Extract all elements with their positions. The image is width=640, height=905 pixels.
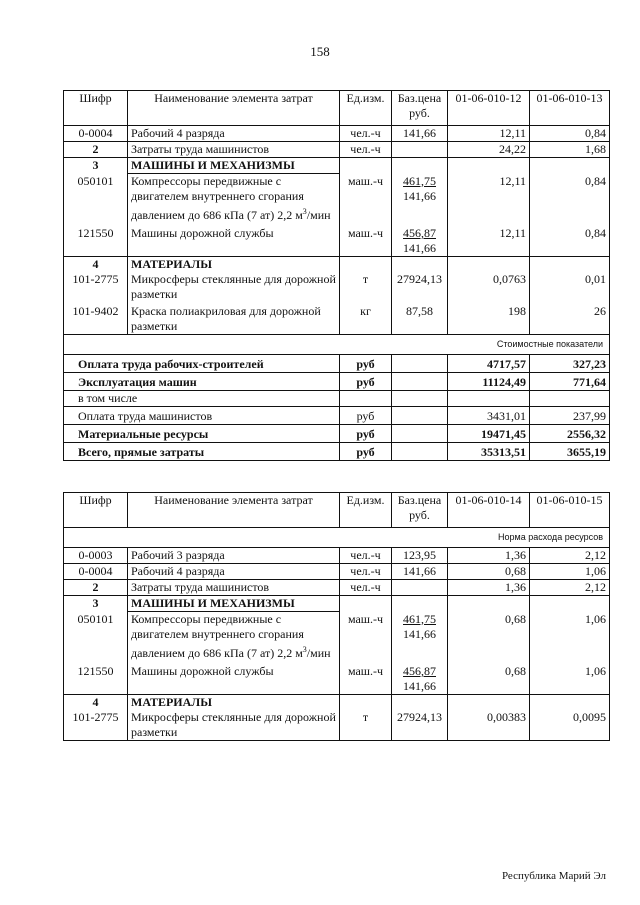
- cell-code: 0-0004: [64, 564, 128, 580]
- cell-name: [128, 612, 340, 662]
- cell-value-2: 1,06: [530, 612, 610, 662]
- header-col2: 01-06-010-13: [530, 91, 610, 126]
- table-row: [64, 302, 610, 335]
- cell-unit: кг: [340, 302, 392, 335]
- cell-name-unit: /мин: [306, 208, 331, 222]
- summary-value-2: 327,23: [530, 355, 610, 373]
- cell-empty: [340, 695, 392, 711]
- cell-name: Затраты труда машинистов: [128, 142, 340, 158]
- section-row: [64, 158, 610, 174]
- cell-unit: маш.-ч: [340, 612, 392, 662]
- summary-row: [64, 443, 610, 461]
- price-line-2: 141,66: [403, 679, 436, 693]
- cell-price: [392, 612, 448, 662]
- cell-value-2: 0,84: [530, 174, 610, 224]
- table-header: [64, 493, 610, 528]
- table-row: [64, 548, 610, 564]
- summary-value-1: 4717,57: [448, 355, 530, 373]
- cell-empty: [340, 596, 392, 612]
- cell-empty: [392, 257, 448, 273]
- cell-empty: [392, 373, 448, 391]
- cell-value-2: 0,84: [530, 223, 610, 257]
- caption-row: [64, 528, 610, 548]
- summary-name: в том числе: [64, 391, 340, 407]
- cell-unit: чел.-ч: [340, 126, 392, 142]
- cell-empty: [392, 443, 448, 461]
- summary-value-2: 237,99: [530, 407, 610, 425]
- cell-unit: чел.-ч: [340, 142, 392, 158]
- price-line-1: 456,87: [403, 664, 436, 678]
- cell-name: Затраты труда машинистов: [128, 580, 340, 596]
- header-code: Шифр: [64, 91, 128, 126]
- cell-unit: чел.-ч: [340, 580, 392, 596]
- price-line-1: 461,75: [403, 611, 436, 626]
- cell-unit: маш.-ч: [340, 223, 392, 257]
- cell-code: 2: [64, 142, 128, 158]
- superscript: 3: [302, 645, 307, 654]
- cell-empty: [340, 257, 392, 273]
- table-row: [64, 142, 610, 158]
- summary-value-2: 3655,19: [530, 443, 610, 461]
- cell-code: 101-9402: [64, 302, 128, 335]
- resource-table-1: [63, 90, 610, 461]
- cell-code: 121550: [64, 661, 128, 695]
- cell-empty: [392, 407, 448, 425]
- cell-price: 87,58: [392, 302, 448, 335]
- cell-code: 0-0003: [64, 548, 128, 564]
- cell-price: [392, 223, 448, 257]
- table-row: [64, 174, 610, 224]
- cell-name: Микросферы стеклянные для дорожной разметки: [128, 272, 340, 302]
- cell-name-text: Компрессоры передвижные с двигателем внутреннего сгорания давлением до 686 кПа (7 ат) 2,2 м: [131, 174, 304, 222]
- cell-price: 27924,13: [392, 272, 448, 302]
- summary-name: Всего, прямые затраты: [64, 443, 340, 461]
- cell-empty: [530, 257, 610, 273]
- header-col1: 01-06-010-14: [448, 493, 530, 528]
- cell-name: Машины дорожной службы: [128, 223, 340, 257]
- cell-unit: маш.-ч: [340, 661, 392, 695]
- header-name: Наименование элемента затрат: [128, 91, 340, 126]
- section-title: МАШИНЫ И МЕХАНИЗМЫ: [128, 158, 340, 174]
- table-row: [64, 612, 610, 662]
- summary-unit: руб: [340, 407, 392, 425]
- cost-caption: Стоимостные показатели: [64, 335, 610, 355]
- summary-unit: руб: [340, 355, 392, 373]
- price-line-2: 141,66: [403, 626, 436, 641]
- summary-name: Оплата труда рабочих-строителей: [64, 355, 340, 373]
- cell-name-unit: /мин: [306, 646, 331, 660]
- cell-price: [392, 174, 448, 224]
- cell-price: [392, 142, 448, 158]
- summary-row: [64, 425, 610, 443]
- cell-value-1: 198: [448, 302, 530, 335]
- price-line-1: 461,75: [403, 173, 436, 188]
- cell-value-2: 1,68: [530, 142, 610, 158]
- summary-name: Оплата труда машинистов: [64, 407, 340, 425]
- section-title: МАШИНЫ И МЕХАНИЗМЫ: [128, 596, 340, 612]
- summary-name: Эксплуатация машин: [64, 373, 340, 391]
- cell-value-1: 1,36: [448, 548, 530, 564]
- cell-value-2: 0,0095: [530, 710, 610, 741]
- cell-unit: т: [340, 272, 392, 302]
- table-row: [64, 661, 610, 695]
- summary-value-1: 19471,45: [448, 425, 530, 443]
- cell-empty: [530, 158, 610, 174]
- cell-unit: чел.-ч: [340, 548, 392, 564]
- cell-unit: чел.-ч: [340, 564, 392, 580]
- cell-name: Краска полиакриловая для дорожной разметки: [128, 302, 340, 335]
- summary-value-2: 2556,32: [530, 425, 610, 443]
- cell-name: [128, 174, 340, 224]
- page-footer: Республика Марий Эл: [501, 870, 606, 882]
- cell-code: 0-0004: [64, 126, 128, 142]
- superscript: 3: [302, 207, 307, 216]
- cell-empty: [448, 695, 530, 711]
- table-row: [64, 272, 610, 302]
- cell-empty: [340, 391, 392, 407]
- summary-row: [64, 407, 610, 425]
- summary-row: [64, 391, 610, 407]
- header-code: Шифр: [64, 493, 128, 528]
- cell-code: 101-2775: [64, 710, 128, 741]
- cell-value-1: 12,11: [448, 223, 530, 257]
- cell-value-2: 2,12: [530, 580, 610, 596]
- cell-value-2: 0,84: [530, 126, 610, 142]
- header-price: Баз.цена руб.: [392, 91, 448, 126]
- cell-empty: [392, 580, 448, 596]
- cell-code: 3: [64, 596, 128, 612]
- cell-name: Рабочий 4 разряда: [128, 126, 340, 142]
- page-number: 158: [310, 44, 330, 59]
- summary-row: [64, 373, 610, 391]
- cell-empty: [392, 695, 448, 711]
- summary-unit: руб: [340, 373, 392, 391]
- cell-code: 2: [64, 580, 128, 596]
- header-col1: 01-06-010-12: [448, 91, 530, 126]
- price-line-1: 456,87: [403, 226, 436, 240]
- table-row: [64, 564, 610, 580]
- cell-code: 050101: [64, 612, 128, 662]
- price-line-2: 141,66: [403, 241, 436, 255]
- summary-name: Материальные ресурсы: [64, 425, 340, 443]
- cell-price: 141,66: [392, 564, 448, 580]
- table-row: [64, 126, 610, 142]
- cell-code: 4: [64, 257, 128, 273]
- table-row: [64, 580, 610, 596]
- cell-empty: [340, 158, 392, 174]
- cell-value-2: 0,01: [530, 272, 610, 302]
- header-price: Баз.цена руб.: [392, 493, 448, 528]
- cell-code: 050101: [64, 174, 128, 224]
- table-header: [64, 91, 610, 126]
- cell-empty: [392, 391, 448, 407]
- cell-empty: [392, 425, 448, 443]
- section-row: [64, 596, 610, 612]
- resource-table-2: [63, 492, 610, 741]
- cell-empty: [530, 695, 610, 711]
- cell-empty: [448, 257, 530, 273]
- cell-unit: т: [340, 710, 392, 741]
- section-title: МАТЕРИАЛЫ: [128, 695, 340, 711]
- cell-value-1: 0,0763: [448, 272, 530, 302]
- cell-value-1: 0,68: [448, 612, 530, 662]
- table-row: [64, 710, 610, 741]
- summary-value-1: 35313,51: [448, 443, 530, 461]
- section-row: [64, 257, 610, 273]
- cell-empty: [448, 391, 530, 407]
- cell-empty: [392, 355, 448, 373]
- header-col2: 01-06-010-15: [530, 493, 610, 528]
- cell-name: Машины дорожной службы: [128, 661, 340, 695]
- cell-empty: [392, 596, 448, 612]
- norm-caption: Норма расхода ресурсов: [64, 528, 610, 548]
- cell-empty: [530, 596, 610, 612]
- summary-value-1: 11124,49: [448, 373, 530, 391]
- cell-empty: [530, 391, 610, 407]
- summary-row: [64, 355, 610, 373]
- price-line-2: 141,66: [403, 188, 436, 203]
- cell-empty: [392, 158, 448, 174]
- cell-value-1: 0,00383: [448, 710, 530, 741]
- cell-value-2: 26: [530, 302, 610, 335]
- cell-code: 121550: [64, 223, 128, 257]
- summary-value-1: 3431,01: [448, 407, 530, 425]
- cell-value-2: 1,06: [530, 661, 610, 695]
- cell-price: 141,66: [392, 126, 448, 142]
- cell-price: 123,95: [392, 548, 448, 564]
- cell-value-1: 1,36: [448, 580, 530, 596]
- section-row: [64, 695, 610, 711]
- header-unit: Ед.изм.: [340, 493, 392, 528]
- cell-value-1: 0,68: [448, 564, 530, 580]
- cell-name: Рабочий 4 разряда: [128, 564, 340, 580]
- cell-unit: маш.-ч: [340, 174, 392, 224]
- header-name: Наименование элемента затрат: [128, 493, 340, 528]
- table-row: [64, 223, 610, 257]
- header-unit: Ед.изм.: [340, 91, 392, 126]
- cell-name: Рабочий 3 разряда: [128, 548, 340, 564]
- cell-name-text: Компрессоры передвижные с двигателем внутреннего сгорания давлением до 686 кПа (7 ат) 2,2 м: [131, 612, 304, 660]
- section-title: МАТЕРИАЛЫ: [128, 257, 340, 273]
- cell-code: 101-2775: [64, 272, 128, 302]
- summary-value-2: 771,64: [530, 373, 610, 391]
- cell-value-1: 24,22: [448, 142, 530, 158]
- cell-price: 27924,13: [392, 710, 448, 741]
- cell-price: [392, 661, 448, 695]
- cell-empty: [448, 596, 530, 612]
- cell-code: 3: [64, 158, 128, 174]
- cell-value-1: 0,68: [448, 661, 530, 695]
- cell-value-1: 12,11: [448, 126, 530, 142]
- cell-name: Микросферы стеклянные для дорожной разметки: [128, 710, 340, 741]
- cell-empty: [448, 158, 530, 174]
- cell-value-2: 1,06: [530, 564, 610, 580]
- caption-row: [64, 335, 610, 355]
- summary-unit: руб: [340, 425, 392, 443]
- cell-value-2: 2,12: [530, 548, 610, 564]
- summary-unit: руб: [340, 443, 392, 461]
- cell-code: 4: [64, 695, 128, 711]
- cell-value-1: 12,11: [448, 174, 530, 224]
